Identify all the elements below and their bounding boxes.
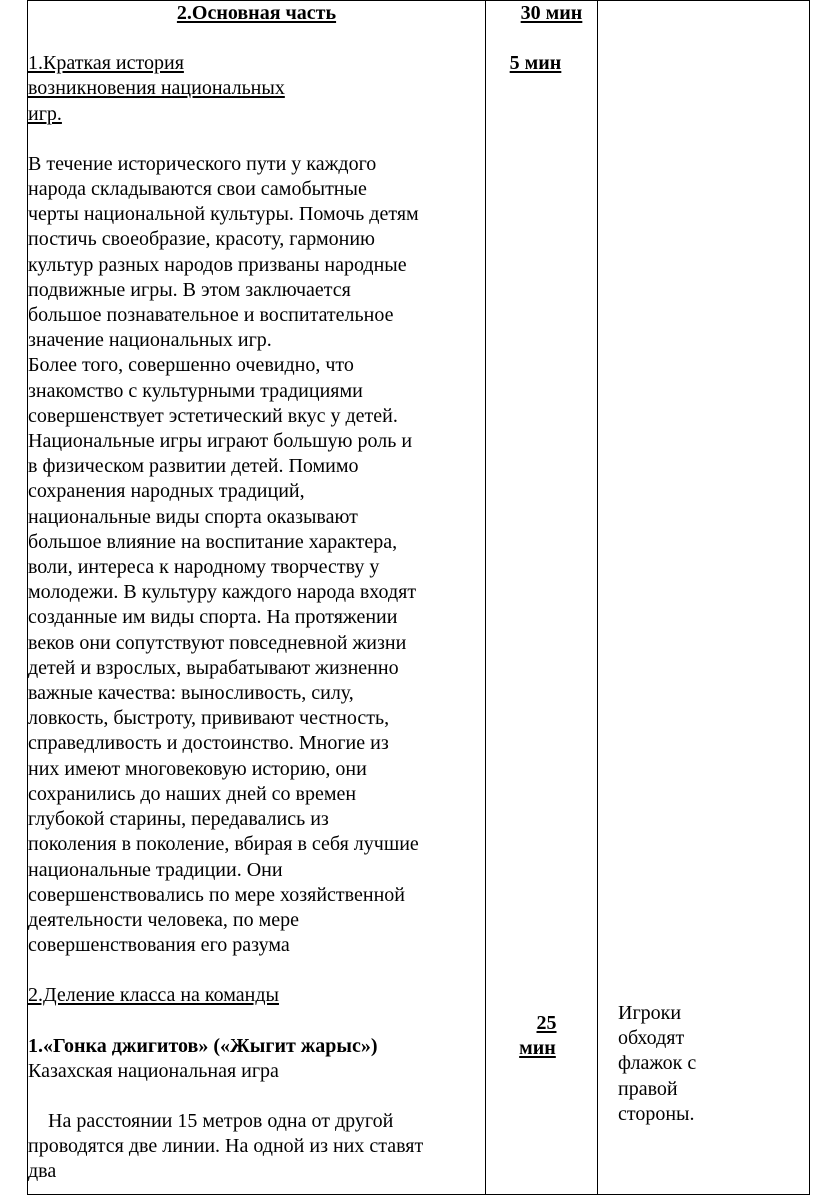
history-body-line: В течение исторического пути у каждого xyxy=(28,152,377,175)
game-description-line: На расстоянии 15 метров одна от другой xyxy=(28,1109,394,1132)
history-body-line: справедливость и достоинство. Многие из xyxy=(28,732,389,755)
history-body-line: ловкость, быстроту, прививают честность, xyxy=(28,707,390,730)
history-body-line: большое познавательное и воспитательное xyxy=(28,304,394,327)
time-game xyxy=(486,1011,597,1061)
history-body-line: знакомство с культурными традициями xyxy=(28,379,363,402)
history-body-line: поколения в поколение, вбирая в себя лучшие xyxy=(28,833,419,856)
game-subtitle: Казахская национальная игра xyxy=(28,1059,279,1082)
note-line: стороны. xyxy=(618,1102,695,1125)
history-body-line: деятельности человека, по мере xyxy=(28,908,300,931)
history-body-line: в физическом развитии детей. Помимо xyxy=(28,455,359,478)
lesson-plan-table xyxy=(27,0,810,1195)
history-body-line: них имеют многовековую историю, они xyxy=(28,757,367,780)
history-body-line: глубокой старины, передавались из xyxy=(28,808,329,831)
history-body-line: совершенствовались по мере хозяйственной xyxy=(28,883,405,906)
history-body-line: Более того, совершенно очевидно, что xyxy=(28,354,354,377)
note-line: обходят xyxy=(618,1027,685,1050)
game-description xyxy=(28,1109,485,1185)
history-body-line: значение национальных игр. xyxy=(28,329,272,352)
history-body-line: большое влияние на воспитание характера, xyxy=(28,530,398,553)
time-history: 5 мин xyxy=(509,52,562,75)
history-body-line: воли, интереса к народному творчеству у xyxy=(28,556,380,579)
section-title: 2.Основная часть xyxy=(176,2,337,24)
game-description-line: проводятся две линии. На одной из них ставят xyxy=(28,1135,424,1158)
history-body-line: совершенствует эстетический вкус у детей. xyxy=(28,404,398,427)
notes-cell xyxy=(598,1,810,1195)
note-line: правой xyxy=(618,1077,678,1100)
history-body-line: национальные виды спорта оказывают xyxy=(28,505,358,528)
history-body-line: постичь своеобразие, красоту, гармонию xyxy=(28,228,376,251)
game-title: 1.«Гонка джигитов» («Жыгит жарыс») xyxy=(28,1034,378,1057)
history-body-line: черты национальной культуры. Помочь детям xyxy=(28,203,419,226)
history-body-line: молодежи. В культуру каждого народа входят xyxy=(28,581,417,604)
history-body xyxy=(28,152,485,959)
history-body-line: сохранились до наших дней со времен xyxy=(28,782,357,805)
history-heading-line: игр. xyxy=(28,102,62,125)
content-cell xyxy=(28,1,486,1195)
history-body-line: веков они сопутствуют повседневной жизни xyxy=(28,631,407,654)
time-game-number: 25 xyxy=(536,1012,557,1034)
history-body-line: сохранения народных традиций, xyxy=(28,480,305,503)
history-body-line: национальные традиции. Они xyxy=(28,858,283,881)
history-heading xyxy=(28,51,485,127)
history-body-line: народа складываются свои самобытные xyxy=(28,178,367,201)
history-heading-line: 1.Краткая история xyxy=(28,52,184,75)
history-body-line: созданные им виды спорта. На протяжении xyxy=(28,606,398,629)
history-body-line: детей и взрослых, вырабатывают жизненно xyxy=(28,656,399,679)
time-cell xyxy=(486,1,598,1195)
note-line: флажок с xyxy=(618,1052,697,1075)
history-heading-line: возникновения национальных xyxy=(28,77,285,100)
history-body-line: Национальные игры играют большую роль и xyxy=(28,430,413,453)
history-body-line: важные качества: выносливость, силу, xyxy=(28,682,354,705)
history-body-line: подвижные игры. В этом заключается xyxy=(28,278,351,301)
team-division-heading: 2.Деление класса на команды xyxy=(28,984,279,1007)
history-body-line: совершенствования его разума xyxy=(28,934,290,957)
table-row xyxy=(28,1,810,1195)
note-line: Игроки xyxy=(618,1002,682,1024)
history-body-line: культур разных народов призваны народные xyxy=(28,253,407,276)
player-note xyxy=(618,1001,738,1127)
time-total: 30 мин xyxy=(520,2,583,24)
time-game-unit: мин xyxy=(519,1037,556,1060)
game-description-line: два xyxy=(28,1160,57,1183)
